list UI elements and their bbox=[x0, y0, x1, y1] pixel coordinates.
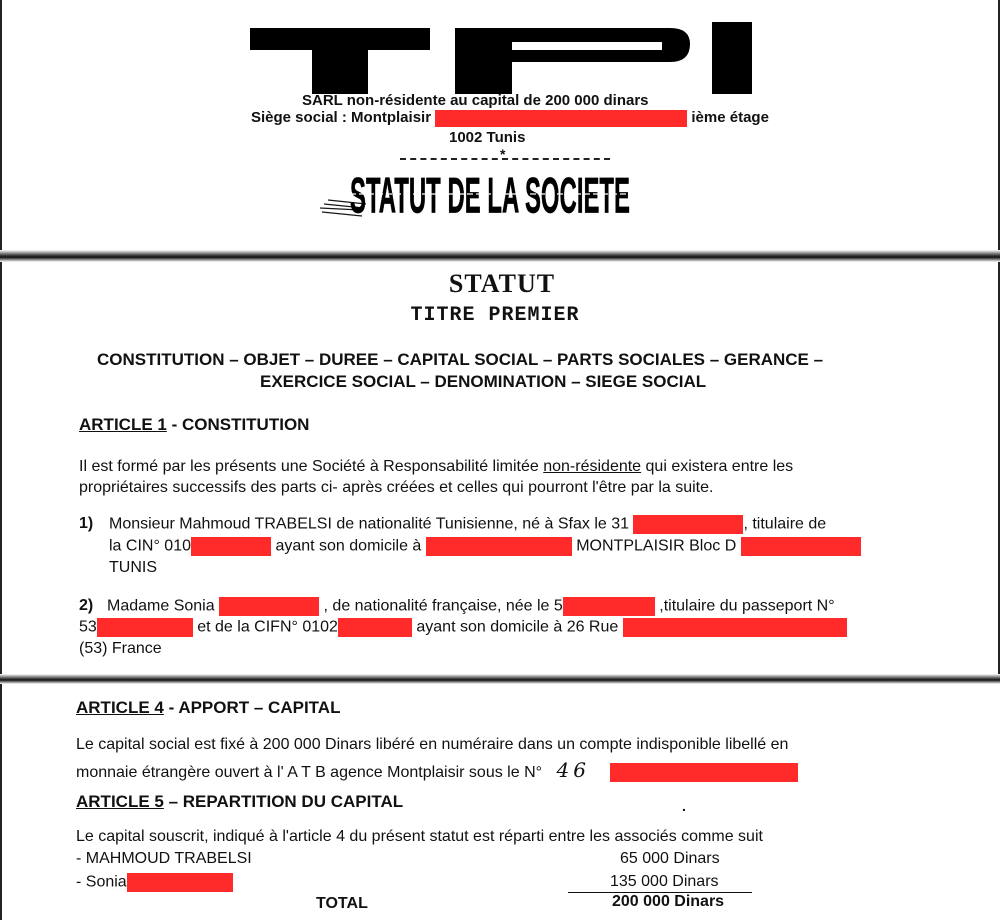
article-5-label: ARTICLE 5 bbox=[76, 792, 164, 811]
partner-text: la CIN° 010 bbox=[109, 537, 191, 555]
partner-text: ayant son domicile à bbox=[271, 537, 422, 555]
statut-section bbox=[0, 262, 1000, 674]
para-text: Il est formé par les présents une Société à Responsabilité limitée bbox=[79, 458, 544, 475]
letterhead-section bbox=[0, 0, 1000, 250]
article-5-heading bbox=[76, 792, 403, 812]
registered-office-line bbox=[251, 109, 769, 127]
partner-text: , de nationalité française, née le 5 bbox=[319, 597, 563, 615]
redaction bbox=[426, 537, 572, 556]
headings-line-1: CONSTITUTION – OBJET – DUREE – CAPITAL SOCIAL – PARTS SOCIALES – GERANCE – bbox=[97, 350, 824, 369]
article-4-line-2 bbox=[76, 758, 798, 782]
partner-text: MONTPLAISIR Bloc D bbox=[576, 537, 737, 555]
redaction bbox=[191, 537, 271, 556]
article-1-label: ARTICLE 1 bbox=[79, 415, 167, 434]
partner-1-number: 1) bbox=[79, 515, 94, 532]
shareholder-name: - Sonia bbox=[76, 873, 127, 891]
capital-text: monnaie étrangère ouvert à l' A T B agence Montplaisir sous le N° bbox=[76, 764, 543, 781]
partner-1-line-1 bbox=[109, 515, 826, 534]
total-amount: 200 000 Dinars bbox=[612, 893, 725, 910]
partner-2-line-2 bbox=[79, 618, 847, 637]
partner-text: Madame Sonia bbox=[107, 597, 215, 615]
redaction bbox=[610, 763, 798, 782]
city-line: 1002 Tunis bbox=[449, 129, 526, 146]
partner-2-line-3: (53) France bbox=[79, 640, 162, 657]
redaction bbox=[435, 110, 687, 127]
redaction bbox=[563, 597, 655, 616]
partner-2-line-1 bbox=[107, 597, 835, 616]
shareholder-row-2-name bbox=[76, 873, 233, 892]
total-label: TOTAL bbox=[316, 895, 368, 912]
para-text: qui existera entre les bbox=[641, 458, 794, 475]
partner-text: ayant son domicile à 26 Rue bbox=[411, 618, 619, 636]
shareholder-row-2-amount: 135 000 Dinars bbox=[610, 873, 719, 890]
non-resident-term: non-résidente bbox=[543, 458, 642, 475]
article-4-title: - APPORT – CAPITAL bbox=[163, 698, 341, 717]
redaction bbox=[127, 873, 233, 892]
company-legal-line: SARL non-résidente au capital de 200 000 dinars bbox=[302, 92, 649, 109]
article-1-title: - CONSTITUTION bbox=[166, 415, 310, 434]
article-4-heading bbox=[76, 698, 340, 718]
stamp-text: STATUT DE LA SOCIETE bbox=[350, 167, 630, 224]
company-logo bbox=[250, 10, 770, 96]
partner-text: 53 bbox=[79, 618, 97, 636]
partner-2-number: 2) bbox=[79, 597, 94, 614]
statut-title: STATUT bbox=[448, 269, 556, 298]
article-5-title: – REPARTITION DU CAPITAL bbox=[163, 792, 404, 811]
document-title-stamp bbox=[320, 160, 640, 224]
partner-text: ,titulaire du passeport N° bbox=[654, 597, 835, 615]
partner-1-line-3: TUNIS bbox=[109, 559, 157, 576]
capital-section bbox=[0, 684, 1000, 920]
article-1-paragraph-2: propriétaires successifs des parts ci- après créées et celles qui pourront l'être par la suite. bbox=[79, 479, 714, 496]
partner-text: et de la CIFN° 0102 bbox=[192, 618, 338, 636]
shareholder-row-1-name: - MAHMOUD TRABELSI bbox=[76, 850, 252, 867]
article-4-label: ARTICLE 4 bbox=[76, 698, 164, 717]
redaction bbox=[741, 537, 861, 556]
article-1-heading bbox=[79, 415, 309, 435]
partner-1-line-2 bbox=[109, 537, 861, 556]
asterisk: * bbox=[500, 146, 506, 162]
article-4-line-1: Le capital social est fixé à 200 000 Dinars libéré en numéraire dans un compte indisponible libellé en bbox=[76, 736, 789, 753]
floor-label: ième étage bbox=[691, 109, 769, 126]
headings-line-2: EXERCICE SOCIAL – DENOMINATION – SIEGE SOCIAL bbox=[260, 372, 707, 391]
redaction bbox=[623, 618, 847, 637]
redaction bbox=[633, 515, 743, 534]
partner-text: Monsieur Mahmoud TRABELSI de nationalité Tunisienne, né à Sfax le 31 bbox=[109, 515, 630, 533]
titre-premier: TITRE PREMIER bbox=[410, 304, 580, 327]
redaction bbox=[97, 618, 193, 637]
page-fold-shadow bbox=[0, 250, 1000, 262]
office-label: Siège social : Montplaisir bbox=[251, 109, 432, 126]
article-5-intro: Le capital souscrit, indiqué à l'article 4 du présent statut est réparti entre les associés comme suit bbox=[76, 828, 763, 845]
page-fold-shadow bbox=[0, 674, 1000, 684]
article-1-paragraph-1 bbox=[79, 458, 793, 476]
handwritten-account-number: 46 bbox=[556, 758, 590, 782]
redaction bbox=[338, 618, 412, 637]
shareholder-row-1-amount: 65 000 Dinars bbox=[620, 850, 720, 867]
redaction bbox=[219, 597, 319, 616]
partner-text: , titulaire de bbox=[743, 515, 827, 533]
stray-mark: . bbox=[682, 798, 686, 814]
